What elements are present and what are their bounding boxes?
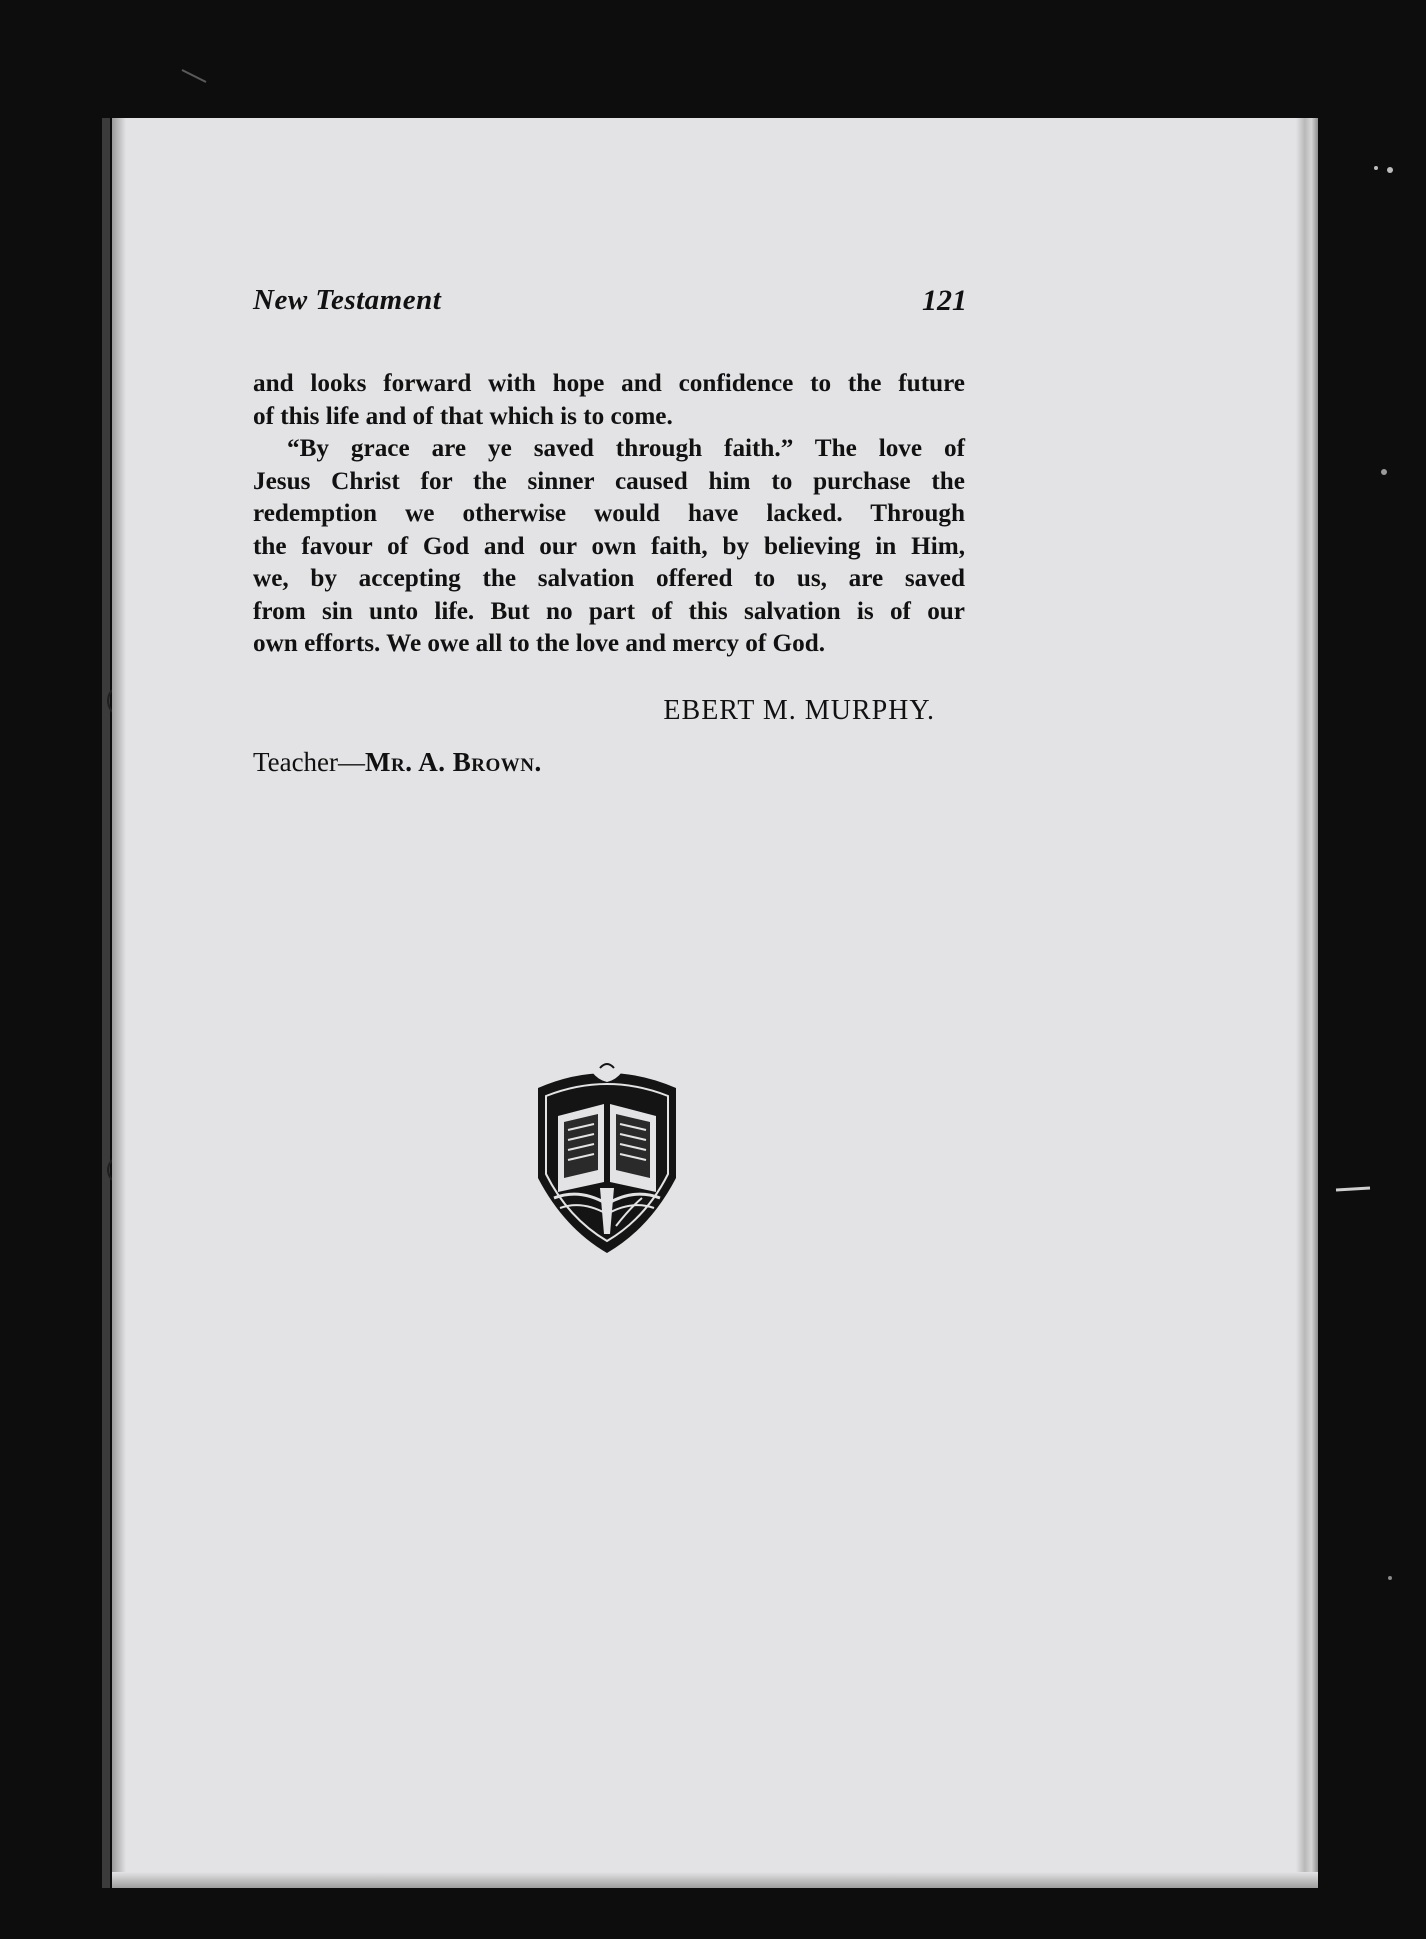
- page-gutter-shadow: [112, 118, 126, 1888]
- author-signature: EBERT M. MURPHY.: [663, 695, 935, 726]
- text-line: and looks forward with hope and confidence to the future: [253, 370, 965, 397]
- teacher-credit: [253, 747, 542, 778]
- teacher-prefix: Teacher—: [253, 747, 366, 777]
- page-number: 121: [922, 284, 967, 317]
- page-edge-right: [1296, 118, 1318, 1888]
- section-title: New Testament: [253, 284, 442, 316]
- text-line: of this life and of that which is to come.: [253, 402, 673, 430]
- text-line: from sin unto life. But no part of this salvation is of our: [253, 597, 965, 625]
- open-book-torch-emblem-icon: [530, 1058, 684, 1258]
- text-line: Jesus Christ for the sinner caused him to purchase the: [253, 467, 965, 495]
- running-head: [253, 284, 967, 324]
- text-line: we, by accepting the salvation offered to us, are saved: [253, 565, 965, 592]
- text-line: “By grace are ye saved through faith.” The love of: [287, 435, 965, 462]
- text-line: own efforts. We owe all to the love and mercy of God.: [253, 630, 826, 657]
- teacher-name: Mr. A. Brown.: [365, 747, 542, 777]
- body-paragraphs: [253, 368, 965, 661]
- page-edge-bottom: [112, 1872, 1318, 1888]
- text-line: the favour of God and our own faith, by believing in Him,: [253, 532, 965, 560]
- text-line: redemption we otherwise would have lacked. Through: [253, 500, 965, 527]
